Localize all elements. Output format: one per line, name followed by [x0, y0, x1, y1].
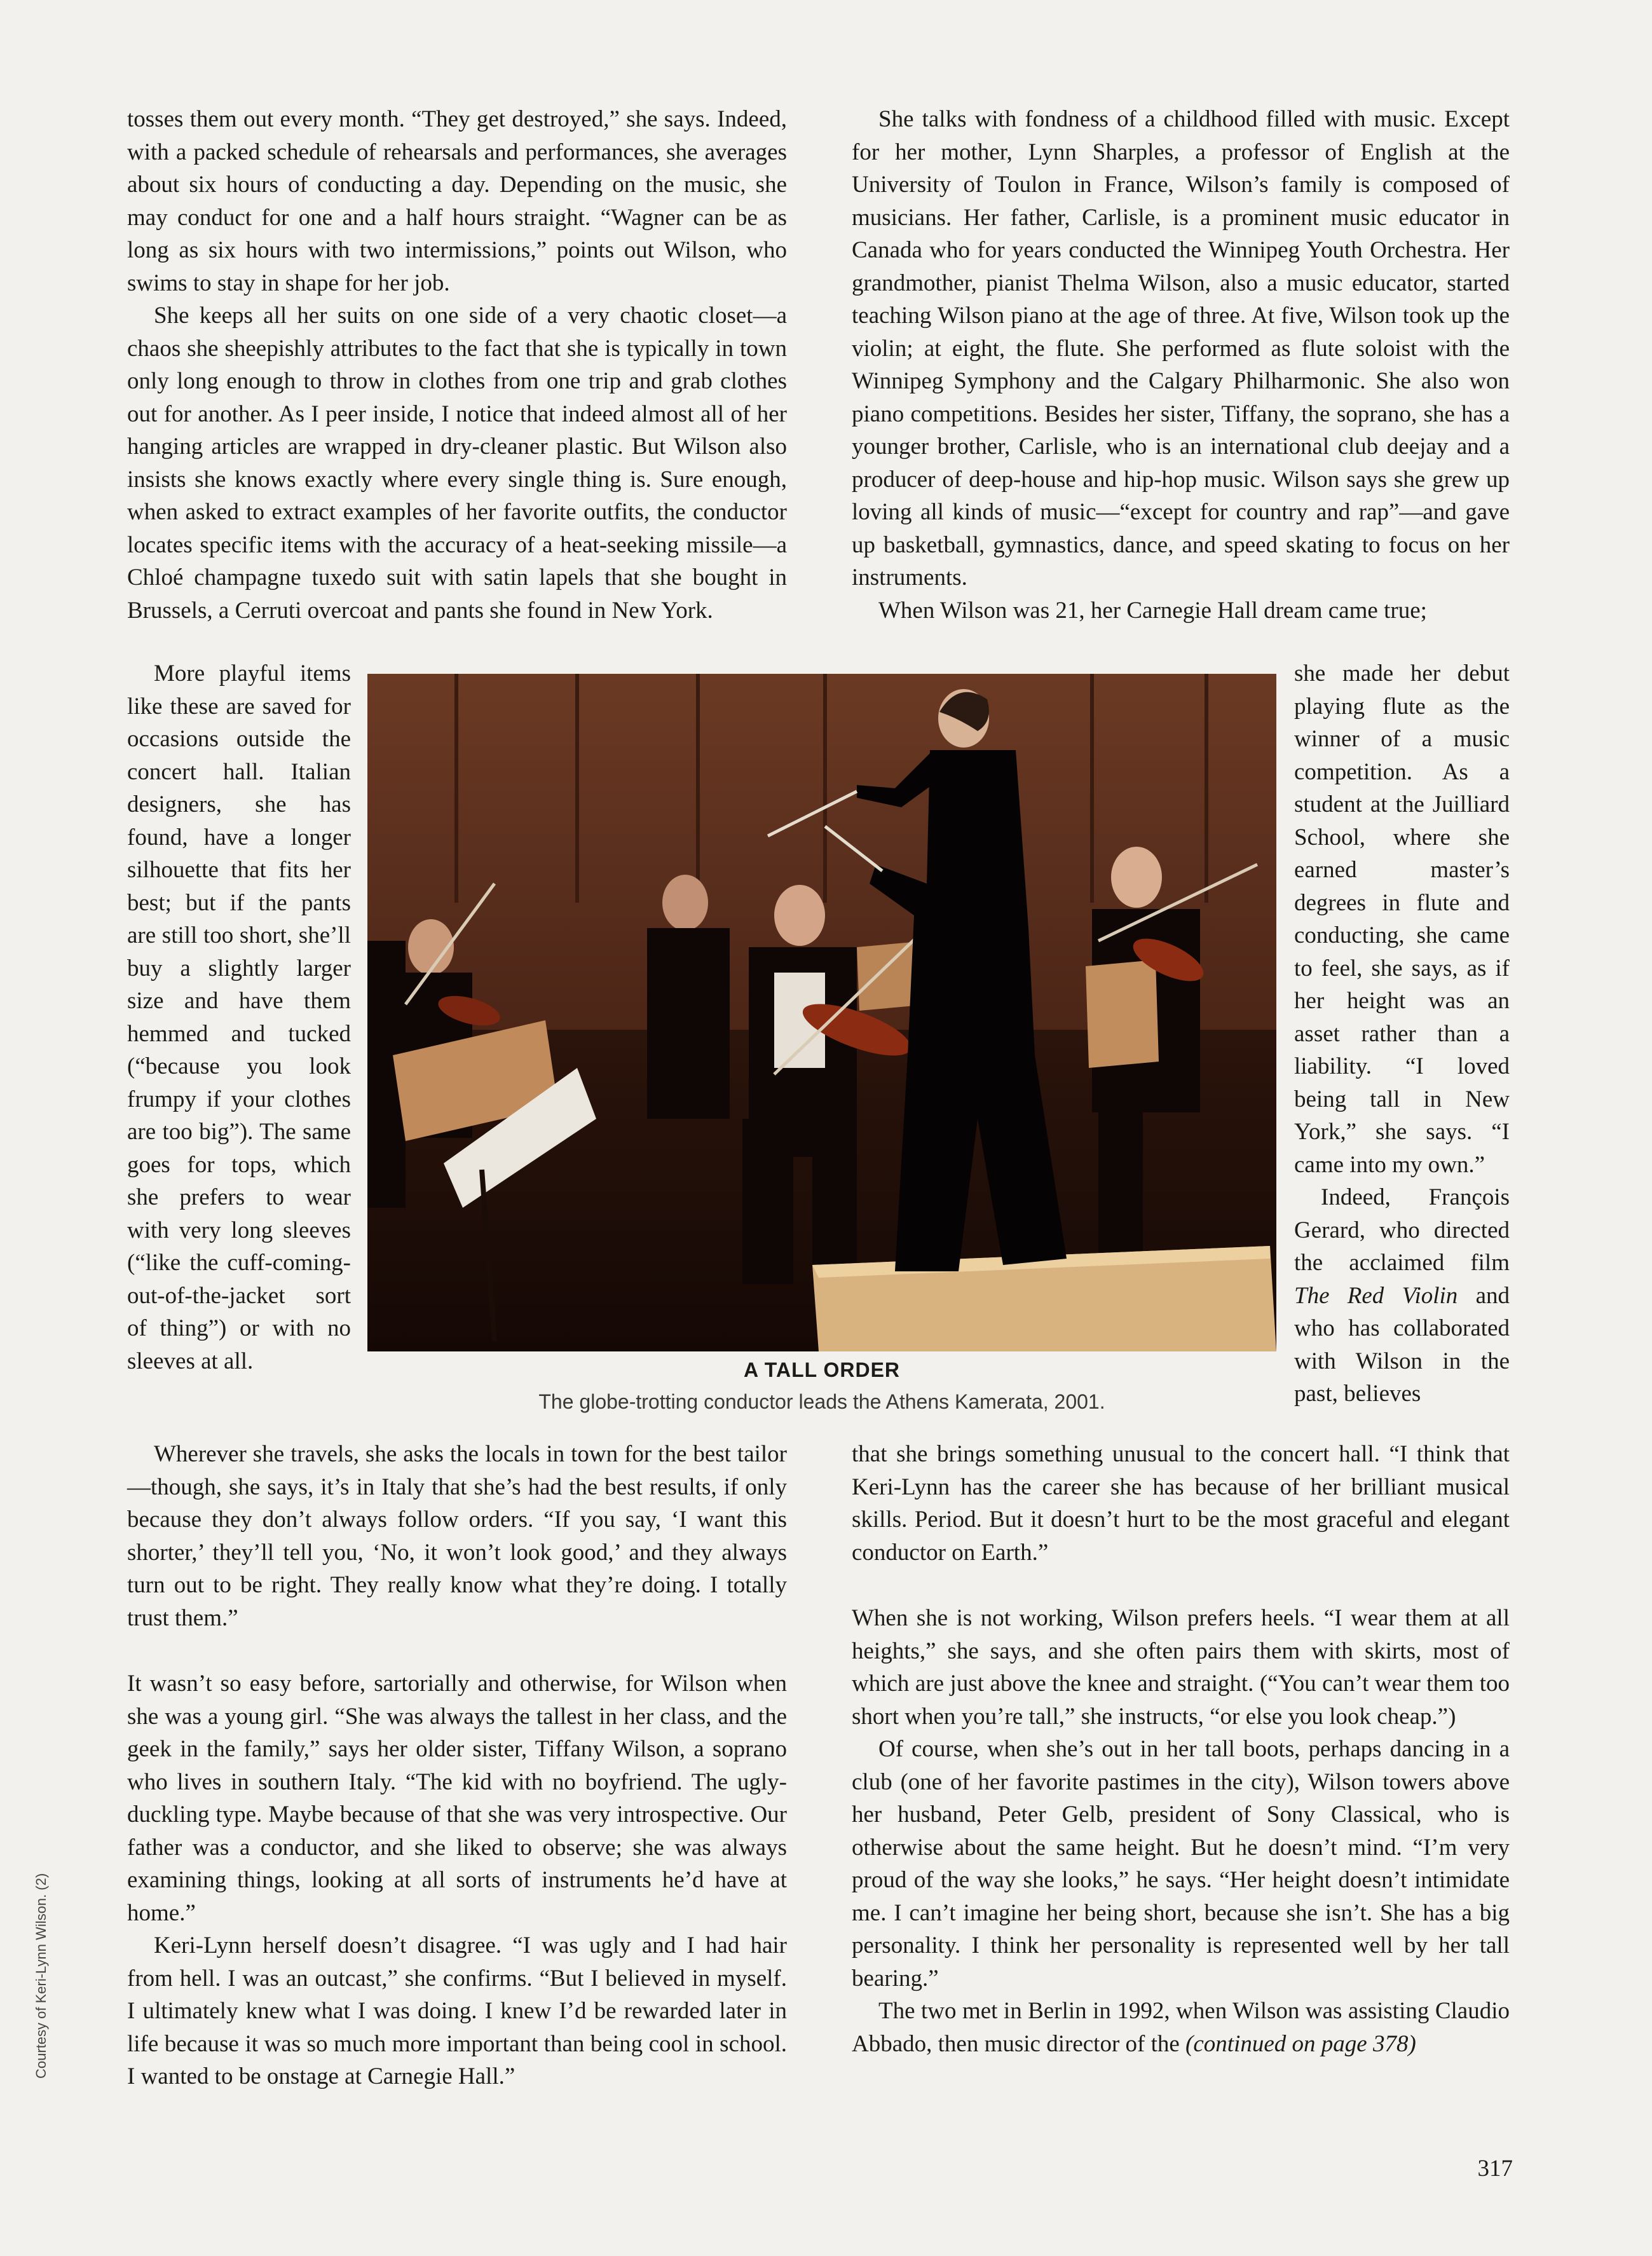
paragraph [1294, 1181, 1510, 1411]
paragraph-text: and who has collaborated with Wilson in the past, believes [1294, 1282, 1510, 1407]
paragraph: When Wilson was 21, her Carnegie Hall dream came true; [878, 597, 1427, 624]
caption-title: A TALL ORDER [743, 1358, 901, 1381]
paragraph: tosses them out every month. “They get destroyed,” she says. Indeed, with a packed schedule of rehearsals and performances, she averages about six hours of conducting a day. Depending on the music, she may conduct for one and a half hours straight. “Wagner can be as long as six hours with two intermissions,” points out Wilson, who swims to stay in shape for her job. [127, 106, 787, 296]
paragraph-text: Indeed, François Gerard, who directed the acclaimed film [1294, 1184, 1510, 1276]
right-wrap-text [1294, 657, 1510, 1411]
left-column-bottom [127, 1438, 787, 2093]
paragraph [852, 1995, 1510, 2060]
photo-credit: Courtesy of Keri-Lynn Wilson. (2) [33, 1873, 49, 2079]
left-column-top [127, 103, 787, 627]
right-column-bottom [852, 1438, 1510, 2060]
paragraph: She keeps all her suits on one side of a very chaotic closet—a chaos she sheepishly attributes to the fact that she is typically in town only long enough to throw in clothes from one trip and grab clothes out for another. As I peer inside, I notice that indeed almost all of her hanging articles are wrapped in dry-cleaner plastic. But Wilson also insists she knows exactly where every single thing is. Sure enough, when asked to extract examples of her favorite outfits, the conductor locates specific items with the accuracy of a heat-seeking missile—a Chloé champagne tuxedo suit with satin lapels that she bought in Brussels, a Cerruti overcoat and pants she found in New York. [127, 303, 787, 624]
paragraph: It wasn’t so easy before, sartorially and otherwise, for Wilson when she was a young girl. “She was always the tallest in her class, and the geek in the family,” says her older sister, Tiffany Wilson, a soprano who lives in southern Italy. “The kid with no boyfriend. The ugly-duckling type. Maybe because of that she was very introspective. Our father was a conductor, and she liked to observe; she was always examining things, looking at all sorts of instruments he’d have at home.” [127, 1671, 787, 1926]
photo-illustration [367, 674, 1276, 1351]
caption-text: The globe-trotting conductor leads the Athens Kamerata, 2001. [538, 1390, 1105, 1413]
paragraph: Wherever she travels, she asks the locals in town for the best tailor—though, she says, it’s in Italy that she’s had the best results, if only because they don’t always follow orders. “If you say, ‘I want this shorter,’ they’ll tell you, ‘No, it won’t look good,’ and they always turn out to be right. They really know what they’re doing. I totally trust them.” [127, 1441, 787, 1631]
page-number: 317 [1477, 2156, 1513, 2182]
paragraph-text: The two met in Berlin in 1992, when Wilson was assisting Claudio Abbado, then music director of the [852, 1998, 1510, 2057]
paragraph: When she is not working, Wilson prefers heels. “I wear them at all heights,” she says, and she often pairs them with skirts, most of which are just above the knee and straight. (“You can’t wear them too short when you’re tall,” she instructs, “or else you look cheap.”) [852, 1605, 1510, 1730]
continuation-note: (continued on page 378) [1185, 2030, 1416, 2057]
right-column-top [852, 103, 1510, 627]
paragraph: She talks with fondness of a childhood filled with music. Except for her mother, Lynn Sharples, a professor of English at the University of Toulon in France, Wilson’s family is composed of musicians. Her father, Carlisle, is a prominent music educator in Canada who for years conducted the Winnipeg Youth Orchestra. Her grandmother, pianist Thelma Wilson, also a music educator, started teaching Wilson piano at the age of three. At five, Wilson took up the violin; at eight, the flute. She performed as flute soloist with the Winnipeg Symphony and the Calgary Philharmonic. She also won piano competitions. Besides her sister, Tiffany, the soprano, she has a younger brother, Carlisle, who is an international club deejay and a producer of deep-house and hip-hop music. Wilson says she grew up loving all kinds of music—“except for country and rap”—and gave up basketball, gymnastics, dance, and speed skating to focus on her instruments. [852, 106, 1510, 591]
film-title: The Red Violin [1294, 1282, 1458, 1309]
paragraph: Of course, when she’s out in her tall boots, perhaps dancing in a club (one of her favorite pastimes in the city), Wilson towers above her husband, Peter Gelb, president of Sony Classical, who is otherwise about the same height. But he doesn’t mind. “I’m very proud of the way she looks,” he says. “Her height doesn’t intimidate me. I can’t imagine her being short, because she isn’t. She has a big personality. I think her personality is represented well by her tall bearing.” [852, 1736, 1510, 1992]
paragraph: that she brings something unusual to the concert hall. “I think that Keri-Lynn has the career she has because of her brilliant musical skills. Period. But it doesn’t hurt to be the most graceful and elegant conductor on Earth.” [852, 1441, 1510, 1566]
conductor-photo [367, 674, 1276, 1351]
paragraph: she made her debut playing flute as the winner of a music competition. As a student at the Juilliard School, where she earned master’s degrees in flute and conducting, she came to feel, she says, as if her height was an asset rather than a liability. “I loved being tall in New York,” she says. “I came into my own.” [1294, 660, 1510, 1178]
paragraph: Keri-Lynn herself doesn’t disagree. “I was ugly and I had hair from hell. I was an outcast,” she confirms. “But I believed in myself. I ultimately knew what I was doing. I knew I’d be rewarded later in life because it was so much more important than being cool in school. I wanted to be onstage at Carnegie Hall.” [127, 1932, 787, 2089]
left-wrap-text: More playful items like these are saved for occasions outside the concert hall. Italian designers, she has found, have a longer silhouette that fits her best; but if the pants are still too short, she’ll buy a slightly larger size and have them hemmed and tucked (“because you look frumpy if your clothes are too big”). The same goes for tops, which she prefers to wear with very long sleeves (“like the cuff-coming-out-of-the-jacket sort of thing”) or with no sleeves at all. [127, 660, 351, 1374]
